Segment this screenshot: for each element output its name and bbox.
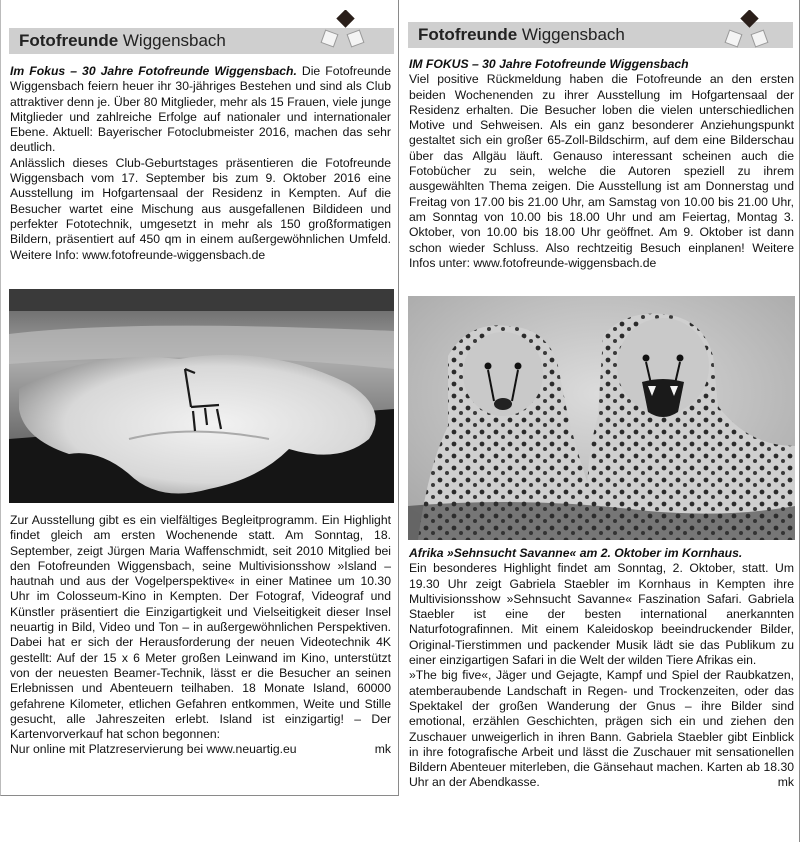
club-logo-icon <box>319 10 371 54</box>
club-logo-icon <box>723 10 775 54</box>
article-body-bottom <box>10 513 391 758</box>
photo-caption: Afrika »Sehnsucht Savanne« am 2. Oktober im Kornhaus. <box>409 546 743 560</box>
bigfive-paragraph: »The big five«, Jäger und Gejagte, Kampf und Spiel der Raubkatzen, atemberaubende Landschaft in Regen- und Trockenzeiten, oder das Spektakel der großen Wanderung der Gnus – ihre Bilder sind emotional, erzählen Geschichten, prägen sich ein und ziehen den Zuschauer unweigerlich in ihren Bann. Gabriela Staebler gibt Einblick in ihre fotografische Arbeit und lässt die Zuschauer mit sensationellen Bildern Abenteuer miterleben, die Gänsehaut machen. Karten ab 18.30 Uhr an der Abendkasse. mk <box>409 668 794 790</box>
chair-on-ice-photo <box>9 289 394 503</box>
author-signature: mk <box>374 742 391 757</box>
highlight-paragraph: Ein besonderes Highlight findet am Sonntag, 2. Oktober, statt. Um 19.30 Uhr zeigt Gabriela Staebler im Kornhaus in Kempten ihre Multivisionsshow »Sehnsucht Savanne« Faszination Safari. Gabriela Staebler ist eine der besten international anerkannten Naturfotografinnen. Mit einem Kaleidoskop beeindruckender Bilder, Original-Tierstimmen und packender Musik lädt sie das Publikum zu einer einzigartigen Safari in die Welt der wilden Tiere Afrikas ein. <box>409 561 794 668</box>
article-body-bottom <box>409 546 794 791</box>
exhibition-paragraph: Anlässlich dieses Club-Geburtstages präsentieren die Fotofreunde Wiggensbach vom 17. September bis zum 9. Oktober 2016 eine Ausstellung im Hofgartensaal der Residenz in Kempten. Auf die Besucher wartet eine Mischung aus ausgefallenen Bildideen und perfekter Fototechnik, umgesetzt in mehr als 150 großformatigen Bildern, präsentiert auf 450 qm in einem außergewöhnlichen Umfeld. Weitere Info: www.fotofreunde-wiggensbach.de <box>10 155 391 262</box>
article-kicker: Im Fokus – 30 Jahre Fotofreunde Wiggensbach. <box>10 64 297 78</box>
section-title: Fotofreunde Wiggensbach <box>418 25 625 44</box>
article-right <box>403 0 800 842</box>
author-signature: mk <box>777 775 794 790</box>
feedback-paragraph: Viel positive Rückmeldung haben die Fotofreunde an den ersten beiden Wochenenden zu ihrer Ausstellung im Hofgartensaal der Residenz erhalten. Die Besucher loben die vielen unterschiedlichen Motive und Sehweisen. Als ein ganz besonderer Anziehungspunkt gestaltet sich ein großer 65-Zoll-Bildschirm, auf dem eine Bilderschau über das Allgäu läuft. Genauso interessant scheinen auch die Fotobücher zu sein, welche die Autoren speziell zu ihrem ausgewählten Thema zeigen. Die Ausstellung ist am Donnerstag und Freitag von 17.00 bis 21.00 Uhr, am Samstag von 10.00 bis 21.00 Uhr, am Sonntag von 10.00 bis 18.00 Uhr und am Feiertag, Montag 3. Oktober, von 10.00 bis 18.00 Uhr geöffnet. Am 9. Oktober ist dann schon wieder Schluss. Also rechtzeitig Besuch einplanen! Weitere Infos unter: www.fotofreunde-wiggensbach.de <box>409 72 794 270</box>
article-body-top <box>10 64 391 263</box>
article-left <box>0 0 399 796</box>
section-title: Fotofreunde Wiggensbach <box>19 31 226 50</box>
ticket-paragraph: Nur online mit Platzreservierung bei www.neuartig.eu mk <box>10 742 391 757</box>
program-paragraph: Zur Ausstellung gibt es ein vielfältiges Begleitprogramm. Ein Highlight findet gleich am ersten Wochenende statt. Am Sonntag, 18. September, zeigt Jürgen Maria Waffenschmidt, seit 2010 Mitglied bei den Fotofreunden Wiggensbach, seine Multivisionsshow »Island – hautnah und aus der Vogelperspektive« in einer Matinee um 10.30 Uhr im Colosseum-Kino in Kempten. Der Fotograf, Videograf und Künstler präsentiert die Einzigartigkeit und Vielseitigkeit dieser Insel neuartig in Bild, Video und Ton – in außergewöhnlichen Perspektiven. Dabei hat er sich der Herausforderung der neuen Videotechnik 4K gestellt: Auf der 15 x 6 Meter großen Leinwand im Kino, unterstützt von der neuesten Beamer-Technik, lässt er die Besucher an seinen Erlebnissen und Abenteuern teilhaben. 18 Monate Island, 60000 gefahrene Kilometer, etlichen Gefahren entkommen, Weite und Stille gesucht, alle Jahreszeiten erlebt. Island ist einzigartig! – Der Kartenvorverkauf hat schon begonnen: <box>10 513 391 742</box>
article-kicker: IM FOKUS – 30 Jahre Fotofreunde Wiggensbach <box>409 57 689 71</box>
article-body-top <box>409 57 794 271</box>
intro-paragraph: Im Fokus – 30 Jahre Fotofreunde Wiggensbach. Die Fotofreunde Wiggensbach feiern heuer ihr 30-jähriges Bestehen und sind als Club attraktiver denn je. Über 80 Mitglieder, mehr als 15 Frauen, viele junge Mitglieder und zahlreiche Erfolge auf nationaler und internationaler Ebene. Aktuell: Bayerischer Fotoclubmeister 2016, machen das sehr deutlich. <box>10 64 391 155</box>
two-cheetahs-photo <box>408 296 795 540</box>
